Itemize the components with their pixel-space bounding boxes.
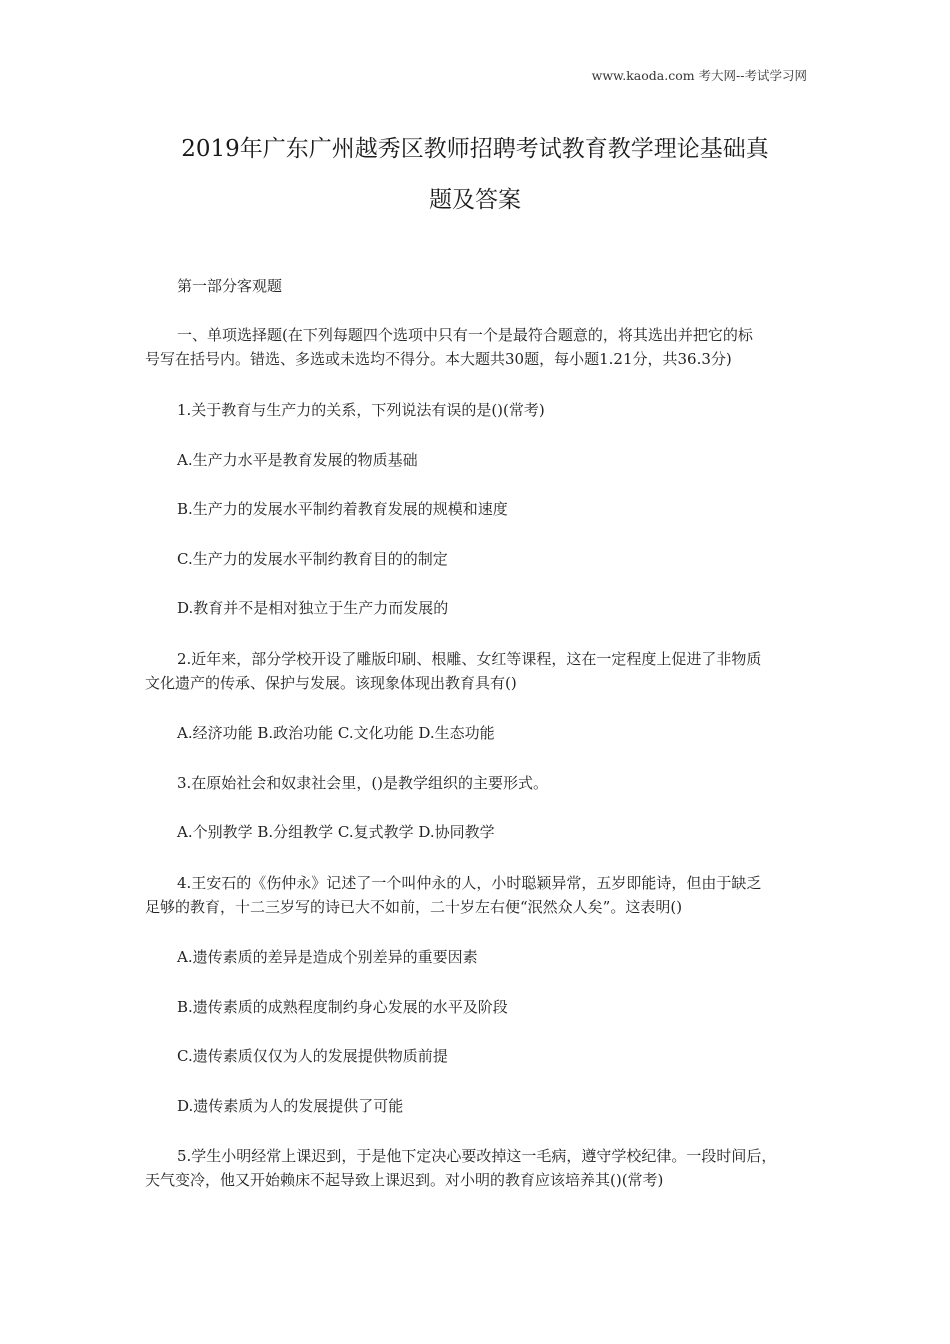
question-2: 2.近年来，部分学校开设了雕版印刷、根雕、女红等课程，这在一定程度上促进了非物质 文化遗产的传承、保护与发展。该现象体现出教育具有() xyxy=(145,650,762,692)
question-1-option-a: A.生产力水平是教育发展的物质基础 xyxy=(177,451,418,469)
question-5: 5.学生小明经常上课迟到，于是他下定决心要改掉这一毛病，遵守学校纪律。一段时间后， 天气变冷，他又开始赖床不起导致上课迟到。对小明的教育应该培养其()(常考) xyxy=(145,1147,777,1189)
section-heading: 第一部分客观题 xyxy=(177,277,283,295)
instructions-paragraph: 一、单项选择题(在下列每题四个选项中只有一个是最符合题意的，将其选出并把它的标 号写在括号内。错选、多选或未选均不得分。本大题共30题，每小题1.21分，共36.3分) xyxy=(145,326,753,368)
question-4-option-b: B.遗传素质的成熟程度制约身心发展的水平及阶段 xyxy=(177,998,508,1016)
question-1-option-d: D.教育并不是相对独立于生产力而发展的 xyxy=(177,599,449,617)
site-header: www.kaoda.com 考大网--考试学习网 xyxy=(591,68,807,83)
question-1-option-c: C.生产力的发展水平制约教育目的的制定 xyxy=(177,550,448,568)
question-2-options: A.经济功能 B.政治功能 C.文化功能 D.生态功能 xyxy=(177,724,495,742)
question-3: 3.在原始社会和奴隶社会里，()是教学组织的主要形式。 xyxy=(177,774,549,792)
question-1: 1.关于教育与生产力的关系，下列说法有误的是()(常考) xyxy=(177,401,545,419)
question-4: 4.王安石的《伤仲永》记述了一个叫仲永的人，小时聪颖异常，五岁即能诗，但由于缺乏 足够的教育，十二三岁写的诗已大不如前，二十岁左右便“泯然众人矣”。这表明() xyxy=(145,874,762,916)
question-3-options: A.个别教学 B.分组教学 C.复式教学 D.协同教学 xyxy=(177,823,495,841)
document-title-line-2: 题及答案 xyxy=(429,187,521,213)
document-title-line-1: 2019年广东广州越秀区教师招聘考试教育教学理论基础真 xyxy=(181,136,769,162)
question-1-option-b: B.生产力的发展水平制约着教育发展的规模和速度 xyxy=(177,500,508,518)
question-4-option-d: D.遗传素质为人的发展提供了可能 xyxy=(177,1097,404,1115)
question-4-option-a: A.遗传素质的差异是造成个别差异的重要因素 xyxy=(177,948,478,966)
question-4-option-c: C.遗传素质仅仅为人的发展提供物质前提 xyxy=(177,1047,448,1065)
